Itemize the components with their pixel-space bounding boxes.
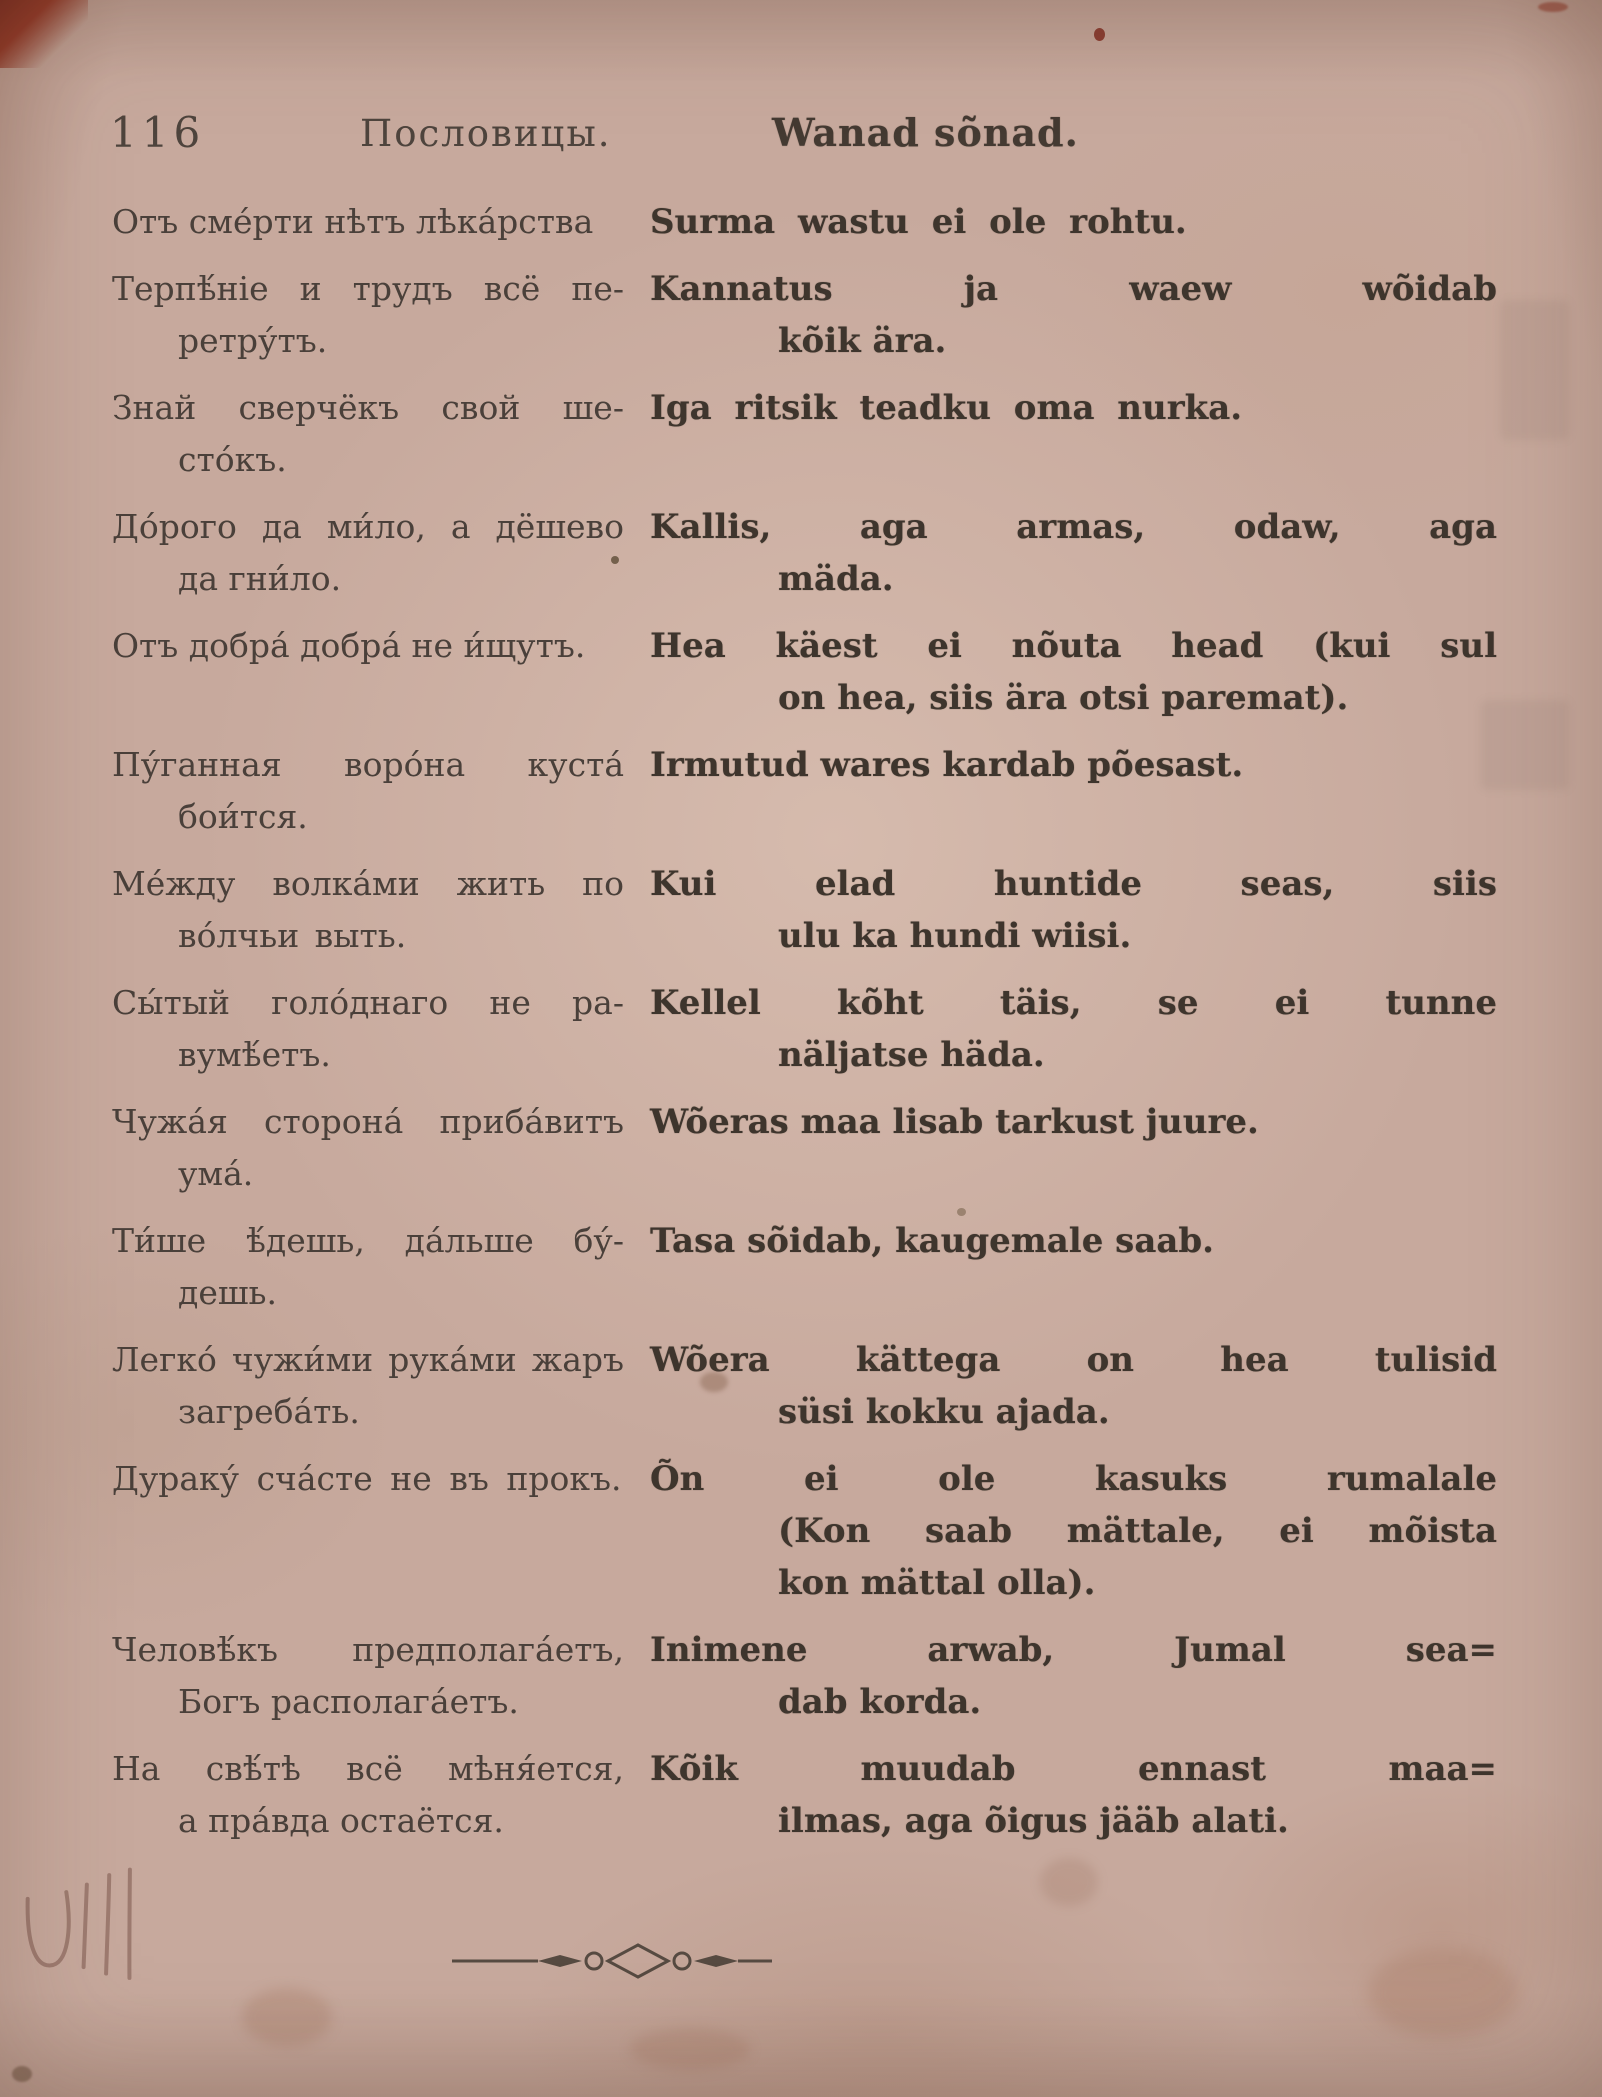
proverb-row [112, 858, 1497, 962]
paper-stain [630, 2028, 750, 2070]
proverb-line: Hea käest ei nõuta head (kui sul [650, 626, 1497, 666]
proverb-line: До́рого да ми́ло, а дёшево [112, 507, 624, 546]
proverb-line: Tasa sõidab, kaugemale saab. [650, 1221, 1214, 1261]
proverb-line: Терпѣ́ніе и трудъ всё пе- [112, 269, 624, 308]
proverb-line: Богъ располага́етъ. [178, 1682, 519, 1721]
pencil-mark [13, 1857, 182, 2003]
proverb-row [112, 263, 1497, 367]
proverb-estonian [650, 196, 1497, 248]
proverb-line: бои́тся. [178, 797, 308, 836]
proverb-row [112, 1215, 1497, 1319]
proverb-line: Чужа́я сторона́ приба́витъ [112, 1102, 624, 1141]
proverb-row [112, 1453, 1497, 1609]
proverb-russian [112, 1096, 624, 1200]
proverb-line: Ти́ше ѣ́дешь, да́льше бу́- [112, 1221, 624, 1260]
proverb-estonian [650, 739, 1497, 843]
proverb-row [112, 382, 1497, 486]
proverb-row [112, 1743, 1497, 1847]
proverb-estonian [650, 1334, 1497, 1438]
proverb-russian [112, 977, 624, 1081]
proverb-russian [112, 739, 624, 843]
proverb-line: dab korda. [778, 1682, 982, 1722]
proverb-line: Дураку́ сча́сте не въ прокъ. [112, 1459, 622, 1498]
header-title-estonian: Wanad sõnad. [772, 110, 1079, 155]
proverb-line: Kannatus ja waew wõidab [650, 269, 1497, 309]
proverb-russian [112, 858, 624, 962]
proverb-russian [112, 620, 624, 724]
proverb-line: Ме́жду волка́ми жить по [112, 864, 624, 903]
proverb-line: Irmutud wares kardab põesast. [650, 745, 1244, 785]
proverb-estonian [650, 1624, 1497, 1728]
proverb-estonian [650, 1215, 1497, 1319]
proverb-line: on hea, siis ära otsi paremat). [778, 678, 1349, 718]
paper-speck [12, 2066, 32, 2082]
paper-speck [1094, 28, 1105, 41]
proverb-row [112, 739, 1497, 843]
proverb-russian [112, 1624, 624, 1728]
proverb-line: Kellel kõht täis, se ei tunne [650, 983, 1497, 1023]
proverb-line: Inimene arwab, Jumal sea= [650, 1630, 1497, 1670]
proverb-row [112, 620, 1497, 724]
proverb-list [112, 196, 1497, 1862]
proverb-line: Wõera kättega on hea tulisid [650, 1340, 1497, 1380]
proverb-estonian [650, 1096, 1497, 1200]
proverb-line: Wõeras maa lisab tarkust juure. [650, 1102, 1259, 1142]
proverb-row [112, 196, 1497, 248]
proverb-russian [112, 501, 624, 605]
proverb-russian [112, 1453, 624, 1609]
proverb-line: На свѣ́тѣ всё мѣня́ется, [112, 1749, 624, 1788]
paper-stain [242, 1988, 332, 2046]
paper-stain [1040, 1858, 1098, 1906]
page-header [0, 108, 1602, 178]
proverb-line: а пра́вда остаётся. [178, 1801, 504, 1840]
proverb-line: да гни́ло. [178, 559, 342, 598]
proverb-line: Kui elad huntide seas, siis [650, 864, 1497, 904]
proverb-russian [112, 263, 624, 367]
proverb-estonian [650, 263, 1497, 367]
proverb-line: näljatse häda. [778, 1035, 1045, 1075]
proverb-line: kõik ära. [778, 321, 947, 361]
proverb-line: Kõik muudab ennast maa= [650, 1749, 1497, 1789]
ink-bleedthrough [1500, 300, 1570, 440]
proverb-line: kon mättal olla). [778, 1563, 1096, 1603]
proverb-line: (Kon saab mättale, ei mõista [778, 1511, 1497, 1551]
header-title-russian: Пословицы. [360, 112, 612, 155]
proverb-estonian [650, 858, 1497, 962]
proverb-estonian [650, 1453, 1497, 1609]
proverb-russian [112, 382, 624, 486]
proverb-russian [112, 1743, 624, 1847]
proverb-estonian [650, 977, 1497, 1081]
proverb-line: ума́. [178, 1154, 254, 1193]
proverb-line: вумѣ́етъ. [178, 1035, 331, 1074]
paper-speck [1538, 2, 1568, 12]
proverb-line: сто́къ. [178, 440, 287, 479]
proverb-line: Kallis, aga armas, odaw, aga [650, 507, 1497, 547]
proverb-row [112, 501, 1497, 605]
proverb-row [112, 1096, 1497, 1200]
proverb-russian [112, 1215, 624, 1319]
proverb-line: mäda. [778, 559, 894, 599]
page-number: 116 [110, 108, 206, 157]
proverb-line: Отъ добра́ добра́ не и́щутъ. [112, 626, 586, 665]
proverb-line: Õn ei ole kasuks rumalale [650, 1459, 1497, 1499]
proverb-row [112, 1334, 1497, 1438]
proverb-line: загреба́ть. [178, 1392, 360, 1431]
proverb-line: Iga ritsik teadku oma nurka. [650, 388, 1243, 428]
proverb-estonian [650, 620, 1497, 724]
proverb-line: Отъ сме́рти нѣтъ лѣка́рства [112, 202, 594, 241]
proverb-russian [112, 1334, 624, 1438]
proverb-estonian [650, 1743, 1497, 1847]
proverb-line: ulu ka hundi wiisi. [778, 916, 1132, 956]
proverb-line: во́лчьи выть. [178, 916, 407, 955]
divider-ornament [452, 1936, 772, 1986]
proverb-line: ретру́тъ. [178, 321, 328, 360]
proverb-estonian [650, 501, 1497, 605]
proverb-line: Легко́ чужи́ми рука́ми жаръ [112, 1340, 624, 1379]
proverb-line: ilmas, aga õigus jääb alati. [778, 1801, 1289, 1841]
proverb-line: дешь. [178, 1273, 277, 1312]
proverb-estonian [650, 382, 1497, 486]
proverb-russian [112, 196, 624, 248]
proverb-row [112, 1624, 1497, 1728]
proverb-line: Пу́ганная воро́на куста́ [112, 745, 624, 784]
proverb-line: Знай сверчёкъ свой ше- [112, 388, 624, 427]
proverb-row [112, 977, 1497, 1081]
cover-corner-stain [0, 0, 88, 68]
proverb-line: Человѣ́къ предполага́етъ, [112, 1630, 624, 1669]
proverb-line: Сы́тый голо́днаго не ра- [112, 983, 624, 1022]
proverb-line: Surma wastu ei ole rohtu. [650, 202, 1187, 242]
proverb-line: süsi kokku ajada. [778, 1392, 1110, 1432]
paper-stain [1368, 1948, 1518, 2038]
